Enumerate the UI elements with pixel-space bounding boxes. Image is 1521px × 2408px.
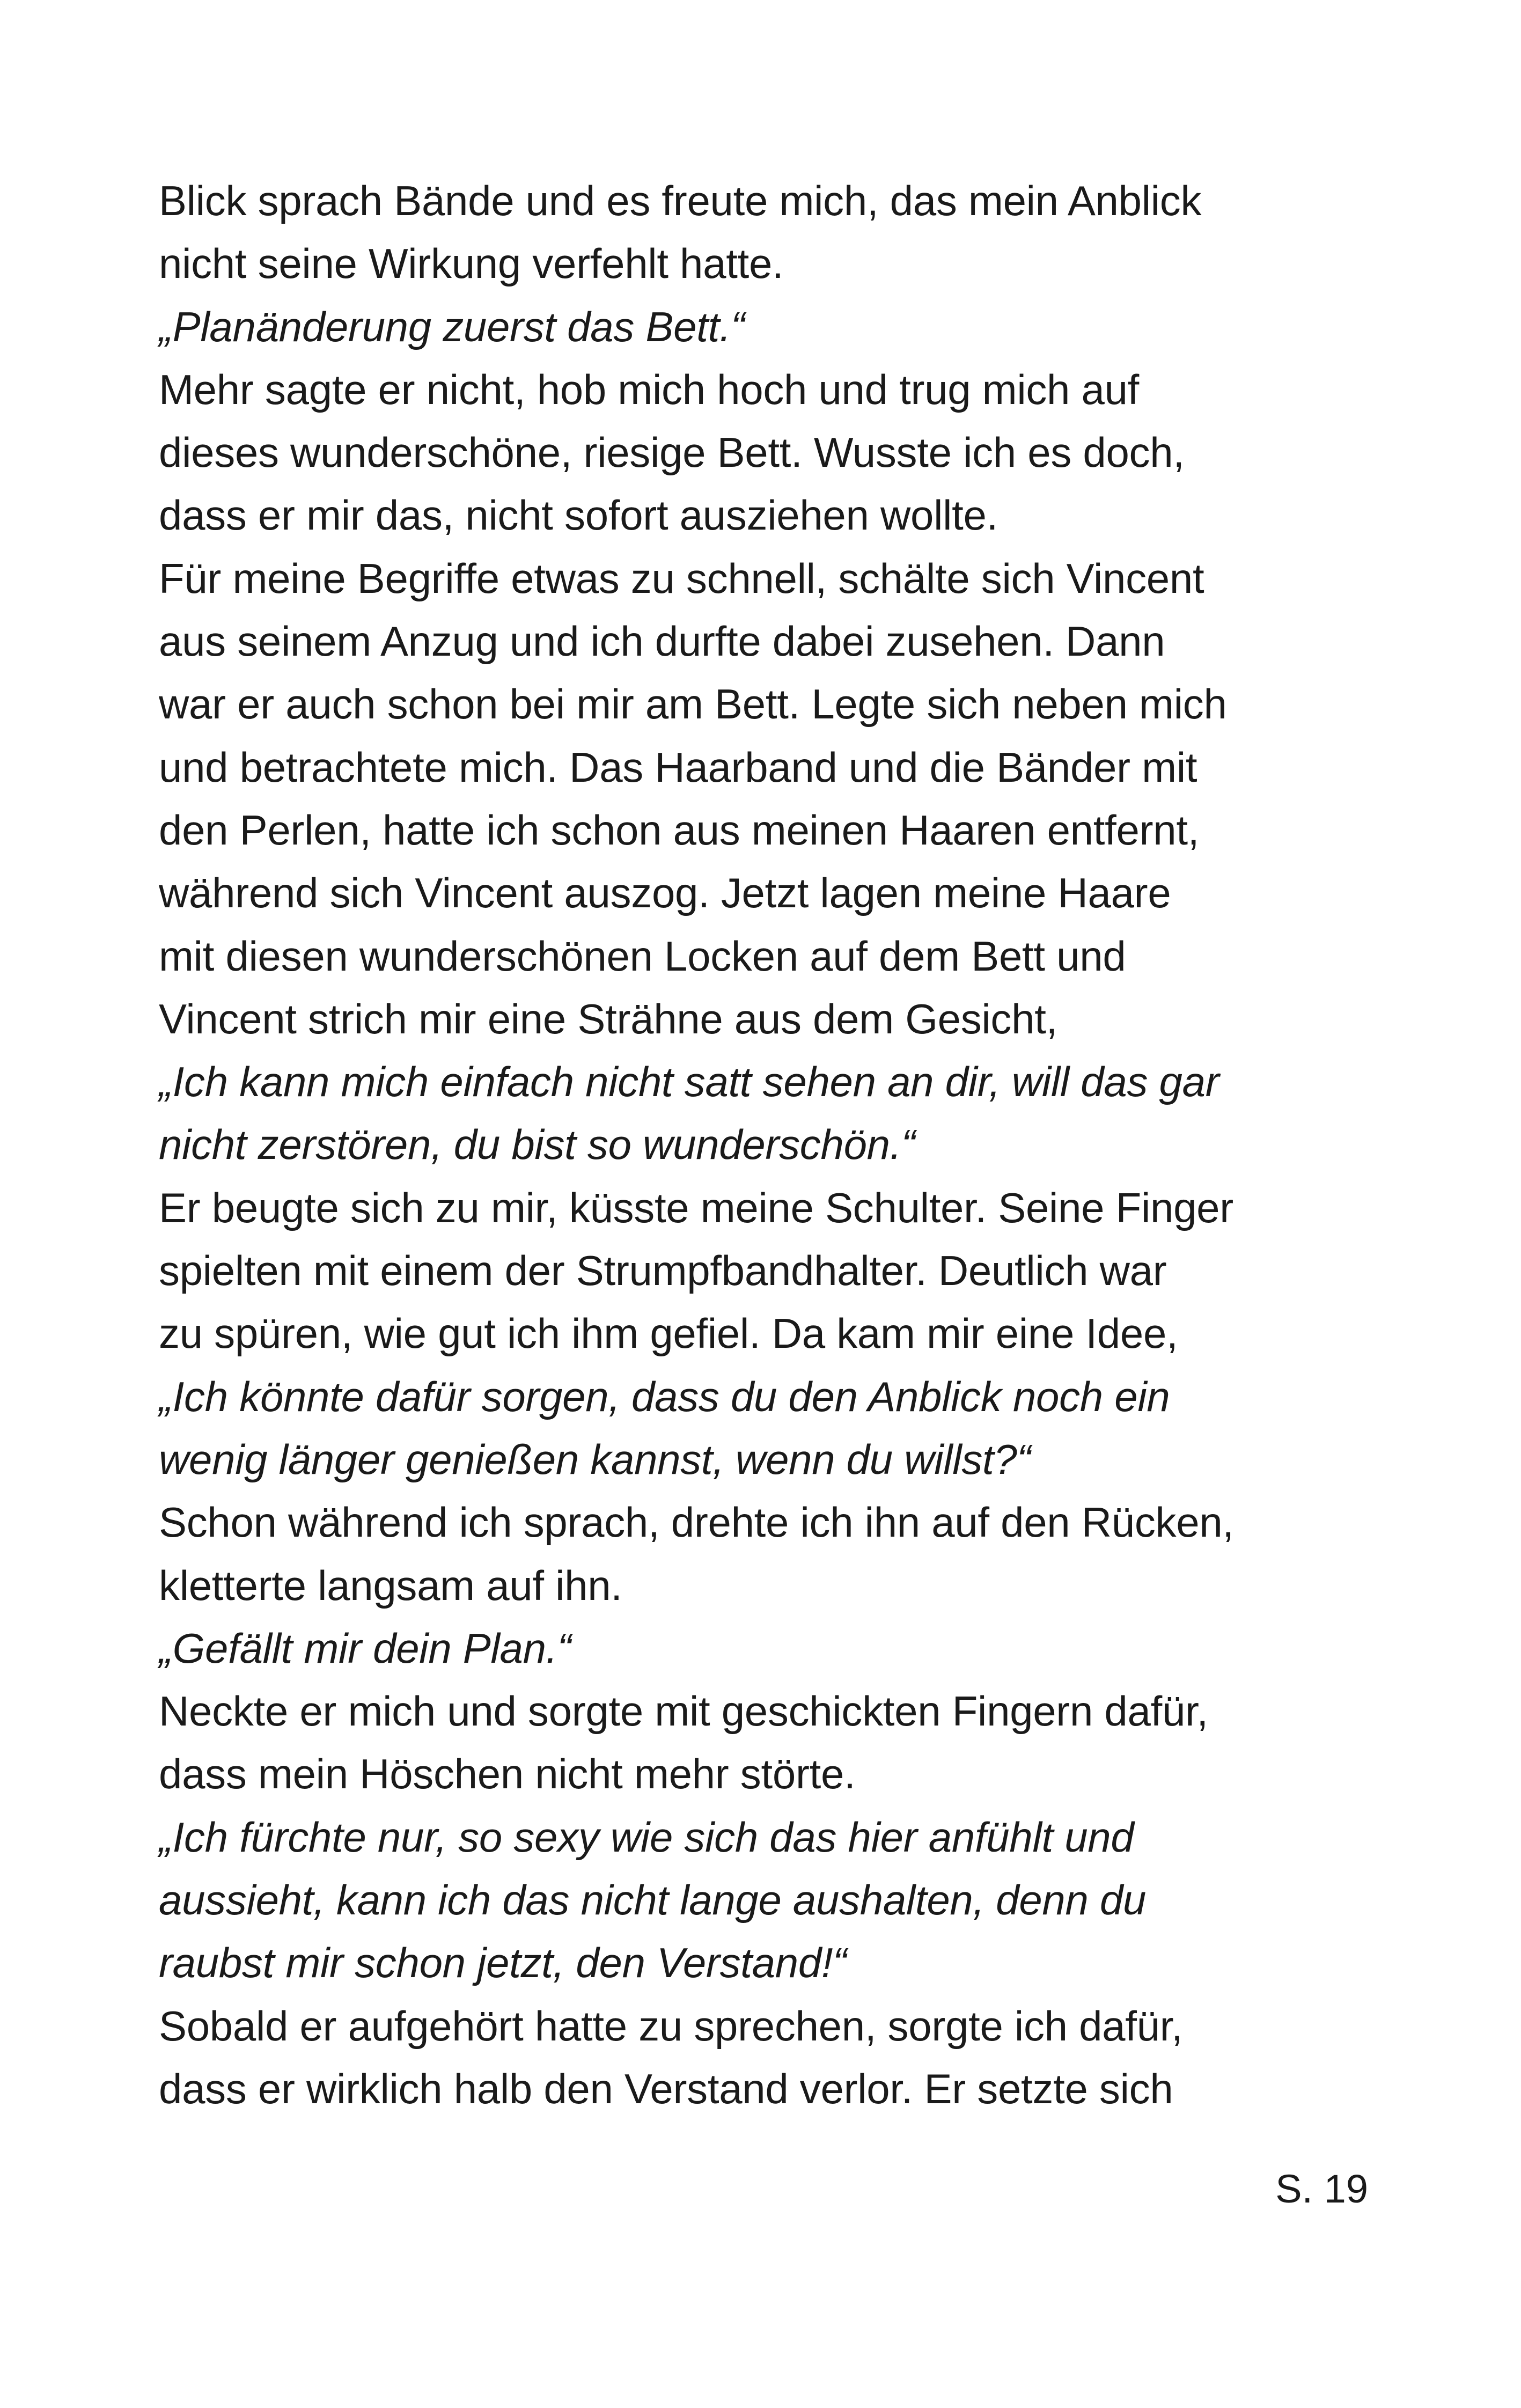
text-line: zu spüren, wie gut ich ihm gefiel. Da kam mir eine Idee, [159, 1310, 1178, 1357]
text-line: nicht seine Wirkung verfehlt hatte. [159, 240, 784, 288]
text-line: und betrachtete mich. Das Haarband und die Bänder mit [159, 743, 1197, 791]
text-line: dieses wunderschöne, riesige Bett. Wusste ich es doch, [159, 429, 1185, 476]
text-line: aus seinem Anzug und ich durfte dabei zusehen. Dann [159, 618, 1165, 665]
text-line: war er auch schon bei mir am Bett. Legte sich neben mich [159, 680, 1227, 728]
text-line: Für meine Begriffe etwas zu schnell, schälte sich Vincent [159, 554, 1204, 602]
text-line: Vincent strich mir eine Strähne aus dem Gesicht, [159, 995, 1057, 1043]
text-line: Mehr sagte er nicht, hob mich hoch und trug mich auf [159, 365, 1140, 413]
text-line: kletterte langsam auf ihn. [159, 1561, 622, 1609]
dialogue-line: „Planänderung zuerst das Bett.“ [159, 303, 745, 350]
text-line: dass er wirklich halb den Verstand verlor. Er setzte sich [159, 2065, 1173, 2112]
text-line: Blick sprach Bände und es freute mich, das mein Anblick [159, 177, 1202, 224]
text-line: den Perlen, hatte ich schon aus meinen Haaren entfernt, [159, 806, 1200, 854]
text-line: Sobald er aufgehört hatte zu sprechen, sorgte ich dafür, [159, 2002, 1183, 2050]
dialogue-line: „Ich kann mich einfach nicht satt sehen an dir, will das gar [159, 1058, 1219, 1106]
text-line: während sich Vincent auszog. Jetzt lagen meine Haare [159, 869, 1171, 917]
text-line: mit diesen wunderschönen Locken auf dem Bett und [159, 932, 1126, 980]
text-line: dass mein Höschen nicht mehr störte. [159, 1750, 856, 1798]
dialogue-line: aussieht, kann ich das nicht lange aushalten, denn du [159, 1876, 1147, 1924]
dialogue-line: wenig länger genießen kannst, wenn du willst?“ [159, 1435, 1031, 1483]
dialogue-line: „Ich könnte dafür sorgen, dass du den Anblick noch ein [159, 1372, 1170, 1420]
text-line: Er beugte sich zu mir, küsste meine Schulter. Seine Finger [159, 1184, 1233, 1231]
text-line: dass er mir das, nicht sofort ausziehen wollte. [159, 491, 998, 539]
dialogue-line: raubst mir schon jetzt, den Verstand!“ [159, 1939, 847, 1987]
text-line: Schon während ich sprach, drehte ich ihn auf den Rücken, [159, 1499, 1234, 1546]
dialogue-line: „Ich fürchte nur, so sexy wie sich das hier anfühlt und [159, 1813, 1134, 1861]
text-line: spielten mit einem der Strumpfbandhalter. Deutlich war [159, 1247, 1167, 1295]
body-text [159, 170, 1393, 2120]
dialogue-line: nicht zerstören, du bist so wunderschön.“ [159, 1121, 915, 1169]
page-number: S. 19 [1275, 2167, 1368, 2211]
dialogue-line: „Gefällt mir dein Plan.“ [159, 1624, 571, 1672]
text-line: Neckte er mich und sorgte mit geschickten Fingern dafür, [159, 1687, 1208, 1735]
